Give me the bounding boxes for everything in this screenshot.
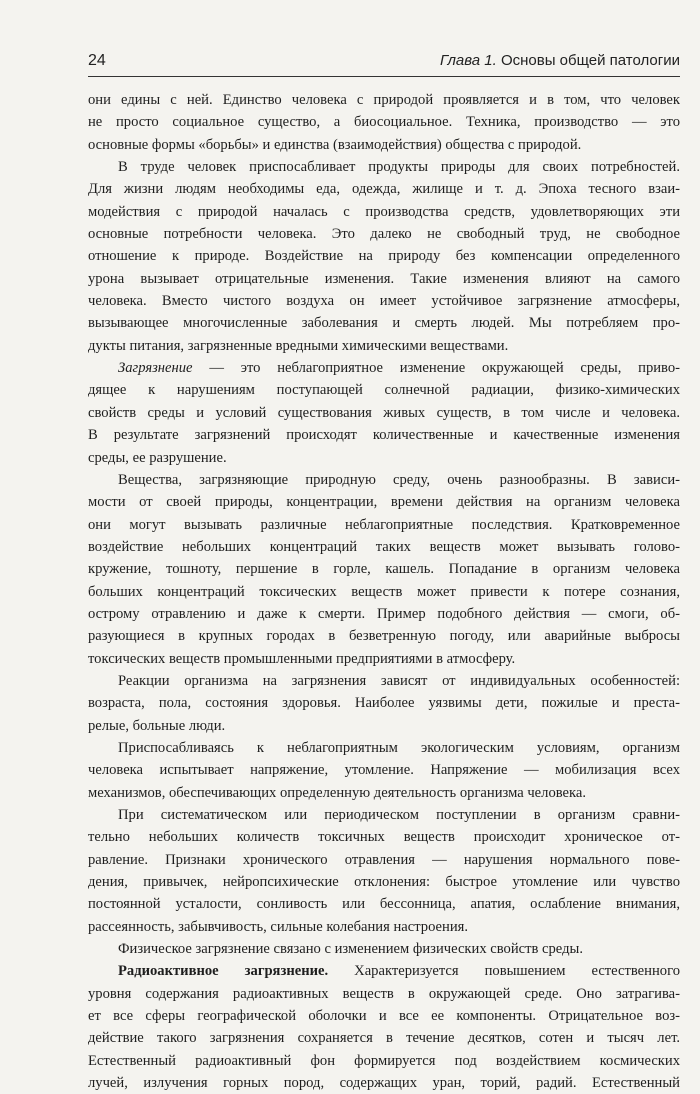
text-line: рассеянность, забывчивость, сильные колебания настроения. [88, 918, 469, 935]
paragraph-3 [88, 357, 680, 469]
text-line: Естественный радиоактивный фон формируется под воздействием космических [88, 1052, 680, 1069]
paragraph-1 [88, 89, 680, 156]
header-rule [88, 76, 680, 77]
text-line: воздействие небольших концентраций таких веществ может вызывать голово- [88, 538, 680, 555]
text-line: больших концентраций токсических веществ может привести к потере сознания, [88, 583, 680, 600]
paragraph-6 [88, 737, 680, 804]
text-line: основные формы «борьбы» и единства (взаимодействия) общества с природой. [88, 136, 582, 153]
text-line: основные потребности человека. Это далеко не свободный труд, не свободное [88, 226, 680, 243]
text-line: релые, больные люди. [88, 717, 226, 734]
text-line: вызывающее многочисленные заболевания и смерть людей. Мы потребляем про- [88, 315, 680, 332]
text-line: среды, ее разрушение. [88, 449, 227, 466]
text-line: дения, привычек, нейропсихические отклонения: быстрое утомление или чувство [88, 874, 680, 891]
paragraph-4 [88, 469, 680, 670]
text-line: кружение, тошноту, першение в горле, кашель. Попадание в организм человека [88, 561, 680, 578]
text-line: они могут вызывать различные неблагоприятные последствия. Кратковременное [88, 516, 680, 533]
paragraph-2 [88, 156, 680, 357]
text-line: В труде человек приспосабливает продукты природы для своих потребностей. [118, 159, 680, 176]
text-line: Физическое загрязнение связано с изменением физических свойств среды. [118, 941, 583, 958]
text-line: возраста, пола, состояния здоровья. Наиболее уязвимы дети, пожилые и преста- [88, 695, 680, 712]
text-line: Вещества, загрязняющие природную среду, очень разнообразны. В зависи- [118, 471, 680, 488]
running-title [440, 49, 680, 73]
text-line: Для жизни людям необходимы еда, одежда, жилище и т. д. Эпоха тесного взаи- [88, 181, 680, 198]
text-line: механизмов, обеспечивающих определенную деятельность организма человека. [88, 784, 587, 801]
text-line: токсических веществ промышленными предприятиями в атмосферу. [88, 650, 516, 667]
paragraph-9 [88, 960, 680, 1094]
paragraph-5 [88, 670, 680, 737]
chapter-label: Глава 1. [439, 52, 497, 69]
text-line: В результате загрязнений происходят количественные и качественные изменения [88, 427, 680, 444]
text-line: не просто социальное существо, а биосоциальное. Техника, производство — это [88, 114, 680, 131]
text-line: дукты питания, загрязненные вредными химическими веществами. [88, 337, 509, 354]
text-line: Реакции организма на загрязнения зависят от индивидуальных особенностей: [118, 672, 680, 689]
chapter-title: Основы общей патологии [500, 52, 680, 69]
text-line: модействия с природой началась с производства средств, удовлетворяющих эти [88, 203, 680, 220]
text-line [88, 357, 680, 379]
text-line: постоянной усталости, сонливость или бессонница, апатия, ослабление внимания, [88, 896, 680, 913]
term-pollution: Загрязнение [118, 360, 193, 377]
text-line [88, 960, 680, 982]
text-line: При систематическом или периодическом поступлении в организм сравни- [118, 807, 680, 823]
text-line: тельно небольших количеств токсичных веществ происходит хроническое от- [88, 829, 680, 846]
body-text [88, 89, 680, 1094]
text-line: ет все сферы географической оболочки и все ее компоненты. Отрицательное воз- [88, 1008, 680, 1025]
text-fragment: — это неблагоприятное изменение окружающей среды, приво- [192, 360, 680, 377]
text-line: урона вызывает отрицательные изменения. Такие изменения влияют на самого [88, 270, 680, 287]
text-line: человека испытывает напряжение, утомление. Напряжение — мобилизация всех [88, 762, 680, 779]
text-line: острому отравлению и даже к смерти. Пример подобного действия — смоги, об- [88, 605, 680, 622]
text-line: действие такого загрязнения сохраняется в течение десятков, сотен и тысяч лет. [88, 1030, 680, 1047]
text-line: разующиеся в крупных городах в безветренную погоду, или аварийные выбросы [88, 628, 680, 645]
text-line: свойств среды и условий существования живых существ, в том числе и человека. [88, 404, 680, 421]
paragraph-8 [88, 938, 680, 960]
text-fragment: Характеризуется повышением естественного [328, 963, 680, 980]
text-line: они едины с ней. Единство человека с природой проявляется и в том, что человек [88, 92, 680, 108]
page-header [88, 49, 680, 75]
text-line: Приспосабливаясь к неблагоприятным экологическим условиям, организм [118, 739, 680, 756]
text-line: мости от своей природы, концентрации, времени действия на организм человека [88, 494, 680, 511]
paragraph-7 [88, 804, 680, 938]
text-line: уровня содержания радиоактивных веществ в окружающей среде. Оно затрагива- [88, 985, 680, 1002]
text-line: дящее к нарушениям поступающей солнечной радиации, физико-химических [88, 382, 680, 399]
text-line: равление. Признаки хронического отравления — нарушения нормального пове- [88, 851, 680, 868]
text-line: лучей, излучения горных пород, содержащих уран, торий, радий. Естественный [88, 1075, 680, 1092]
text-line: отношение к природе. Воздействие на природу без компенсации определенного [88, 248, 680, 265]
page-number: 24 [88, 52, 106, 69]
heading-radioactive-pollution: Радиоактивное загрязнение. [118, 963, 329, 980]
text-line: человека. Вместо чистого воздуха он имеет устойчивое загрязнение атмосферы, [88, 293, 680, 310]
